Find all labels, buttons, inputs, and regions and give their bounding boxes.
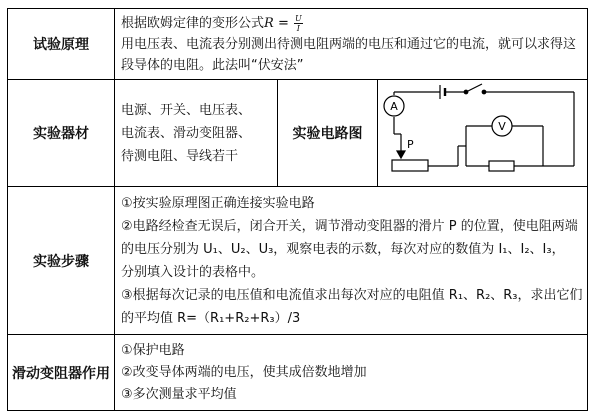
steps-label: 实验步骤 <box>8 187 115 335</box>
principle-row <box>8 9 588 80</box>
equipment-item: 待测电阻、导线若干 <box>121 148 239 164</box>
slider-arrow <box>397 151 405 158</box>
step-line: ③根据每次记录的电压值和电流值求出每次对应的电阻值 R₁、R₂、R₃，求出它们 <box>121 287 583 303</box>
principle-line-3: 段导体的电阻。此法叫“伏安法” <box>121 57 304 73</box>
step-line: ②电路经检查无误后，闭合开关，调节滑动变阻器的滑片 P 的位置，使电阻两端 <box>121 218 578 234</box>
formula-fraction <box>294 14 303 33</box>
rheostat-body <box>392 160 428 171</box>
equipment-item: 电源、开关、电压表、 <box>121 102 252 118</box>
resistor-body <box>489 161 514 171</box>
rheostat-line: ②改变导体两端的电压，使其成倍数地增加 <box>121 364 367 380</box>
principle-content <box>115 9 588 80</box>
rheostat-line: ③多次测量求平均值 <box>121 386 237 402</box>
principle-line-2: 用电压表、电流表分别测出待测电阻两端的电压和通过它的电流，就可以求得这 <box>121 36 577 52</box>
equipment-item: 电流表、滑动变阻器、 <box>121 125 252 141</box>
equipment-label: 实验器材 <box>8 80 115 187</box>
formula-variable: R <box>264 15 274 31</box>
formula-denominator: I <box>296 23 300 33</box>
step-line: 的平均值 R=（R₁+R₂+R₃）/3 <box>121 310 301 326</box>
rheostat-row <box>8 335 588 411</box>
rheostat-content <box>115 335 588 411</box>
principle-label: 试验原理 <box>8 9 115 80</box>
step-line: 分别填入设计的表格中。 <box>121 264 265 280</box>
equipment-row <box>8 80 588 187</box>
step-line: ①按实验原理图正确连接实验电路 <box>121 195 315 211</box>
steps-content <box>115 187 588 335</box>
formula-numerator: U <box>294 13 302 23</box>
circuit-diagram <box>378 80 586 182</box>
rheostat-label: 滑动变阻器作用 <box>8 335 115 411</box>
switch-lever <box>466 84 482 92</box>
equipment-list <box>115 80 278 187</box>
experiment-table <box>7 8 588 411</box>
principle-prefix-text: 根据欧姆定律的变形公式 <box>121 15 265 31</box>
principle-line-1 <box>121 13 581 34</box>
formula-equals: = <box>273 15 293 31</box>
circuit-diagram-cell <box>378 80 588 187</box>
steps-row <box>8 187 588 335</box>
step-line: 的电压分别为 U₁、U₂、U₃，观察电表的示数，每次对应的数值为 I₁、I₂、I₃， <box>121 241 565 257</box>
slider-label: P <box>407 138 414 151</box>
ammeter-symbol: A <box>390 100 398 113</box>
circuit-label: 实验电路图 <box>278 80 378 187</box>
rheostat-line: ①保护电路 <box>121 342 185 358</box>
voltmeter-symbol: V <box>498 120 506 133</box>
